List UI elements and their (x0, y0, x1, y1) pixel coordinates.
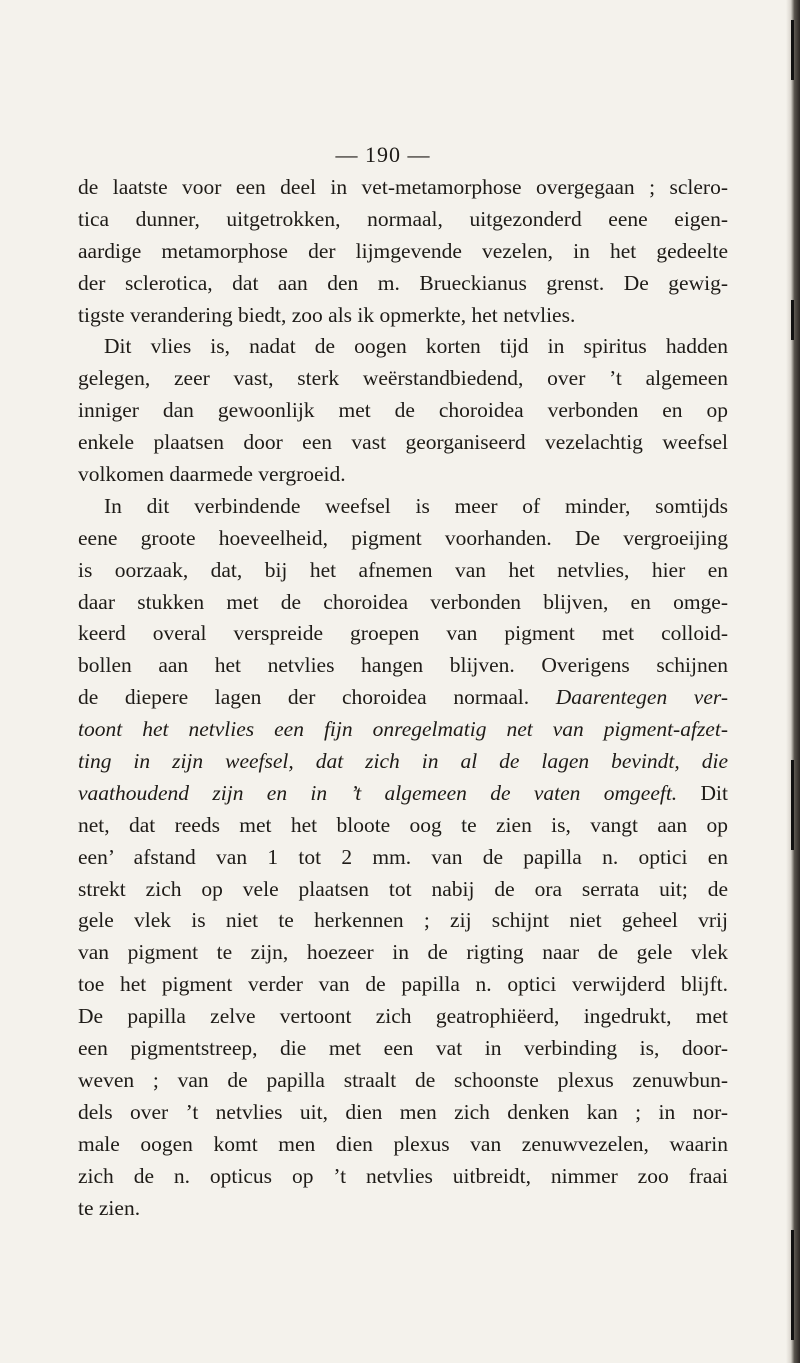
text-line: volkomen daarmede vergroeid. (78, 462, 346, 487)
text-line: keerd overal verspreide groepen van pigment met colloid- (78, 621, 728, 646)
text-line: een pigmentstreep, die met een vat in verbinding is, door- (78, 1036, 728, 1061)
paragraph-start-line: Dit vlies is, nadat de oogen korten tijd in spiritus hadden (104, 334, 728, 359)
text-line: tica dunner, uitgetrokken, normaal, uitgezonderd eene eigen- (78, 206, 728, 231)
text-line: is oorzaak, dat, bij het afnemen van het netvlies, hier en (78, 557, 728, 582)
text-line: net, dat reeds met het bloote oog te zien is, vangt aan op (78, 812, 728, 837)
text-line: aardige metamorphose der lijmgevende vezelen, in het gedeelte (78, 238, 728, 263)
text-line: male oogen komt men dien plexus van zenuwvezelen, waarin (78, 1131, 728, 1156)
text-line: een’ afstand van 1 tot 2 mm. van de papilla n. optici en (78, 844, 728, 869)
paragraph-start-line: In dit verbindende weefsel is meer of minder, somtijds (104, 493, 728, 518)
spine-shadow (791, 300, 794, 340)
italic-text: Daarentegen ver- (555, 685, 728, 710)
text-line: der sclerotica, dat aan den m. Brueckianus grenst. De gewig- (78, 270, 728, 295)
spine-shadow (791, 760, 794, 850)
italic-text: vaathoudend zijn en in ’t algemeen de vaten omgeeft. (78, 780, 678, 805)
body-text (78, 172, 728, 1224)
italic-line: ting in zijn weefsel, dat zich in al de lagen bevindt, die (78, 749, 728, 774)
text-line-mixed (78, 682, 728, 714)
text-line: toe het pigment verder van de papilla n. optici verwijderd blijft. (78, 972, 728, 997)
text-line: te zien. (78, 1195, 141, 1220)
text-line: van pigment te zijn, hoezeer in de rigting naar de gele vlek (78, 940, 728, 965)
text-line: enkele plaatsen door een vast georganiseerd vezelachtig weefsel (78, 430, 728, 455)
text-line: gele vlek is niet te herkennen ; zij schijnt niet geheel vrij (78, 908, 728, 933)
text-line: daar stukken met de choroidea verbonden blijven, en omge- (78, 589, 728, 614)
page-number: — 190 — (335, 142, 431, 167)
text-line: weven ; van de papilla straalt de schoonste plexus zenuwbun- (78, 1067, 728, 1092)
text-line: inniger dan gewoonlijk met de choroidea verbonden en op (78, 398, 728, 423)
text-line: gelegen, zeer vast, sterk weërstandbiedend, over ’t algemeen (78, 366, 728, 391)
text-line: bollen aan het netvlies hangen blijven. Overigens schijnen (78, 653, 728, 678)
text-line-mixed (78, 778, 728, 810)
text-line: eene groote hoeveelheid, pigment voorhanden. De vergroeijing (78, 525, 728, 550)
text-line: De papilla zelve vertoont zich geatrophiëerd, ingedrukt, met (78, 1004, 728, 1029)
book-spine-edge (786, 0, 800, 1363)
text-line: de laatste voor een deel in vet-metamorphose overgegaan ; sclero- (78, 175, 728, 199)
roman-text: de diepere lagen der choroidea normaal. (78, 685, 556, 710)
spine-shadow (791, 1230, 794, 1340)
spine-shadow (791, 20, 794, 80)
text-line: dels over ’t netvlies uit, dien men zich denken kan ; in nor- (78, 1099, 728, 1124)
italic-line: toont het netvlies een fijn onregelmatig net van pigment-afzet- (78, 717, 728, 742)
text-line: zich de n. opticus op ’t netvlies uitbreidt, nimmer zoo fraai (78, 1163, 728, 1188)
text-line: tigste verandering biedt, zoo als ik opmerkte, het netvlies. (78, 302, 576, 327)
text-line: strekt zich op vele plaatsen tot nabij de ora serrata uit; de (78, 876, 728, 901)
roman-text: Dit (677, 780, 728, 805)
